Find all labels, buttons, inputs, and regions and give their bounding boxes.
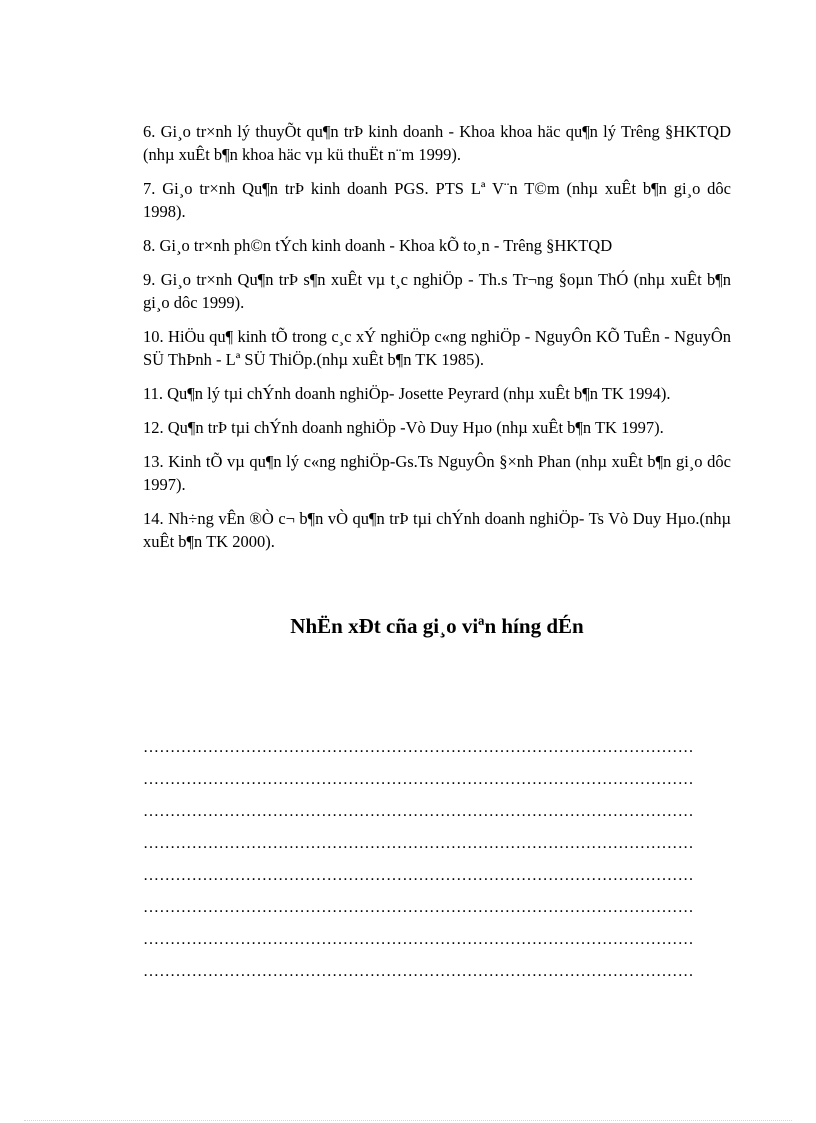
reference-item: 11. Qu¶n lý tµi chÝnh doanh nghiÖp- Josette Peyrard (nhµ xuÊt b¶n TK 1994). <box>143 384 671 403</box>
page-border <box>24 1120 792 1121</box>
reference-item: 6. Gi¸o tr×nh lý thuyÕt qu¶n trÞ kinh doanh - Khoa khoa häc qu¶n lý Trêng §HKTQD (nhµ xuÊt b¶n khoa häc vµ kü thuËt n¨m 1999). <box>143 122 731 164</box>
dotted-line: ………………………………………………………………………………………… <box>143 931 694 948</box>
dotted-line: ………………………………………………………………………………………… <box>143 771 694 788</box>
dotted-line: ………………………………………………………………………………………… <box>143 867 694 884</box>
reference-item: 13. Kinh tÕ vµ qu¶n lý c«ng nghiÖp-Gs.Ts NguyÔn §×nh Phan (nhµ xuÊt b¶n gi¸o dôc 1997). <box>143 452 731 494</box>
dotted-line: ………………………………………………………………………………………… <box>143 835 694 852</box>
reference-item: 12. Qu¶n trÞ tµi chÝnh doanh nghiÖp -Vò Duy Hµo (nhµ xuÊt b¶n TK 1997). <box>143 418 664 437</box>
reference-item: 10. HiÖu qu¶ kinh tÕ trong c¸c xÝ nghiÖp c«ng nghiÖp - NguyÔn KÕ TuÊn - NguyÔn SÜ ThÞnh - Lª SÜ ThiÖp.(nhµ xuÊt b¶n TK 1985). <box>143 327 731 369</box>
reference-item: 14. Nh÷ng vÊn ®Ò c¬ b¶n vÒ qu¶n trÞ tµi chÝnh doanh nghiÖp- Ts Vò Duy Hµo.(nhµ xuÊt b¶n TK 2000). <box>143 509 731 551</box>
comment-lines <box>143 736 731 992</box>
reference-item: 9. Gi¸o tr×nh Qu¶n trÞ s¶n xuÊt vµ t¸c nghiÖp - Th.s Tr¬ng §oµn ThÓ (nhµ xuÊt b¶n gi¸o dôc 1999). <box>143 270 731 312</box>
dotted-line: ………………………………………………………………………………………… <box>143 803 694 820</box>
dotted-line: ………………………………………………………………………………………… <box>143 739 694 756</box>
reference-list <box>143 120 731 564</box>
reference-item: 8. Gi¸o tr×nh ph©n tÝch kinh doanh - Khoa kÕ to¸n - Trêng §HKTQD <box>143 236 613 255</box>
dotted-line: ………………………………………………………………………………………… <box>143 963 694 980</box>
reference-item: 7. Gi¸o tr×nh Qu¶n trÞ kinh doanh PGS. PTS Lª V¨n T©m (nhµ xuÊt b¶n gi¸o dôc 1998). <box>143 179 731 221</box>
dotted-line: ………………………………………………………………………………………… <box>143 899 694 916</box>
comments-heading: NhËn xÐt cña gi¸o viªn híng dÉn <box>290 614 584 638</box>
